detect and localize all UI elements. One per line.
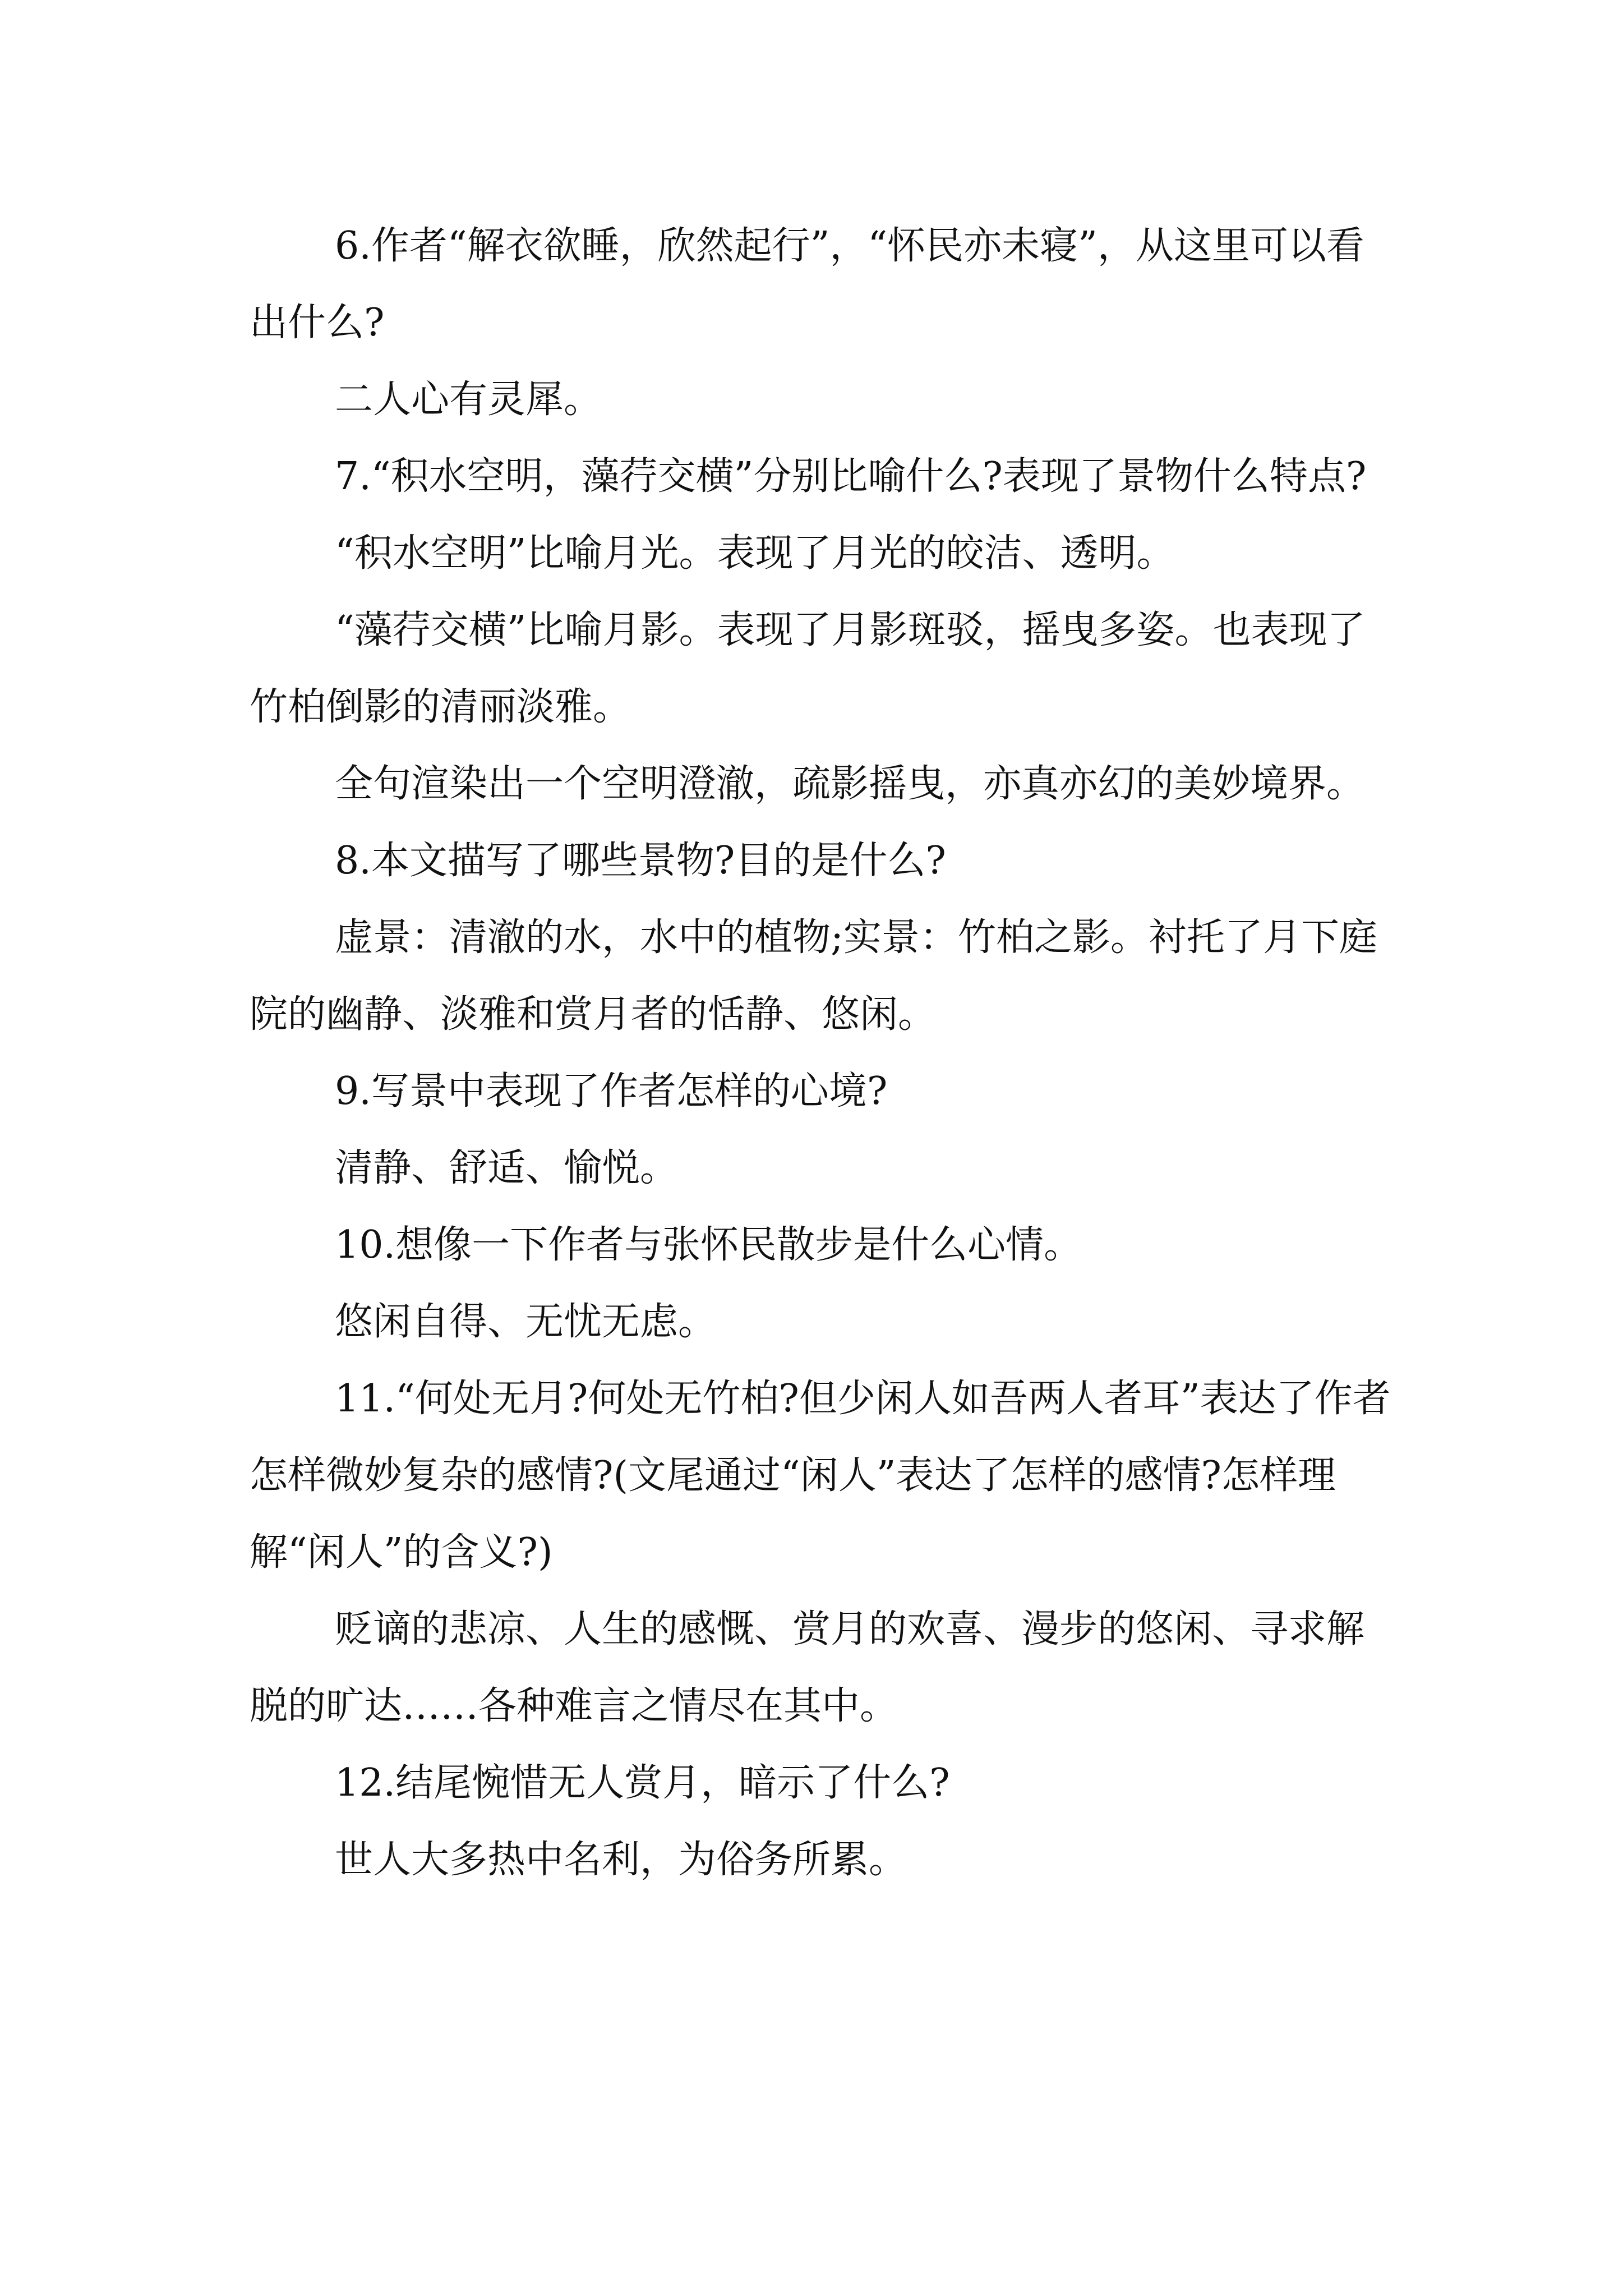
answer-7-part-1: “积水空明”比喻月光。表现了月光的皎洁、透明。 (335, 531, 1175, 576)
question-7: 7.“积水空明，藻荇交横”分别比喻什么?表现了景物什么特点? (335, 454, 1367, 499)
answer-6: 二人心有灵犀。 (335, 378, 602, 422)
answer-11: 贬谪的悲凉、人生的感慨、赏月的欢喜、漫步的悠闲、寻求解脱的旷达……各种难言之情尽在其中。 (250, 1607, 1365, 1728)
question-11: 11.“何处无月?何处无竹柏?但少闲人如吾两人者耳”表达了作者怎样微妙复杂的感情?(文尾通过“闲人”表达了怎样的感情?怎样理解“闲人”的含义?) (250, 1377, 1391, 1575)
answer-7-part-2: “藻荇交横”比喻月影。表现了月影斑驳，摇曳多姿。也表现了竹柏倒影的清丽淡雅。 (250, 608, 1366, 729)
question-12: 12.结尾惋惜无人赏月，暗示了什么? (335, 1761, 950, 1805)
answer-12: 世人大多热中名利，为俗务所累。 (335, 1838, 907, 1882)
answer-7-part-3: 全句渲染出一个空明澄澈，疏影摇曳，亦真亦幻的美妙境界。 (335, 762, 1365, 806)
document-body (250, 208, 1394, 1898)
question-6: 6.作者“解衣欲睡，欣然起行”，“怀民亦未寝”，从这里可以看出什么? (250, 224, 1364, 345)
question-9: 9.写景中表现了作者怎样的心境? (335, 1069, 888, 1114)
question-10: 10.想像一下作者与张怀民散步是什么心情。 (335, 1223, 1082, 1267)
answer-9: 清静、舒适、愉悦。 (335, 1146, 679, 1190)
answer-10: 悠闲自得、无忧无虑。 (335, 1300, 717, 1344)
answer-8: 虚景：清澈的水，水中的植物;实景：竹柏之影。衬托了月下庭院的幽静、淡雅和赏月者的恬静、悠闲。 (250, 915, 1377, 1037)
question-8: 8.本文描写了哪些景物?目的是什么? (335, 839, 946, 883)
